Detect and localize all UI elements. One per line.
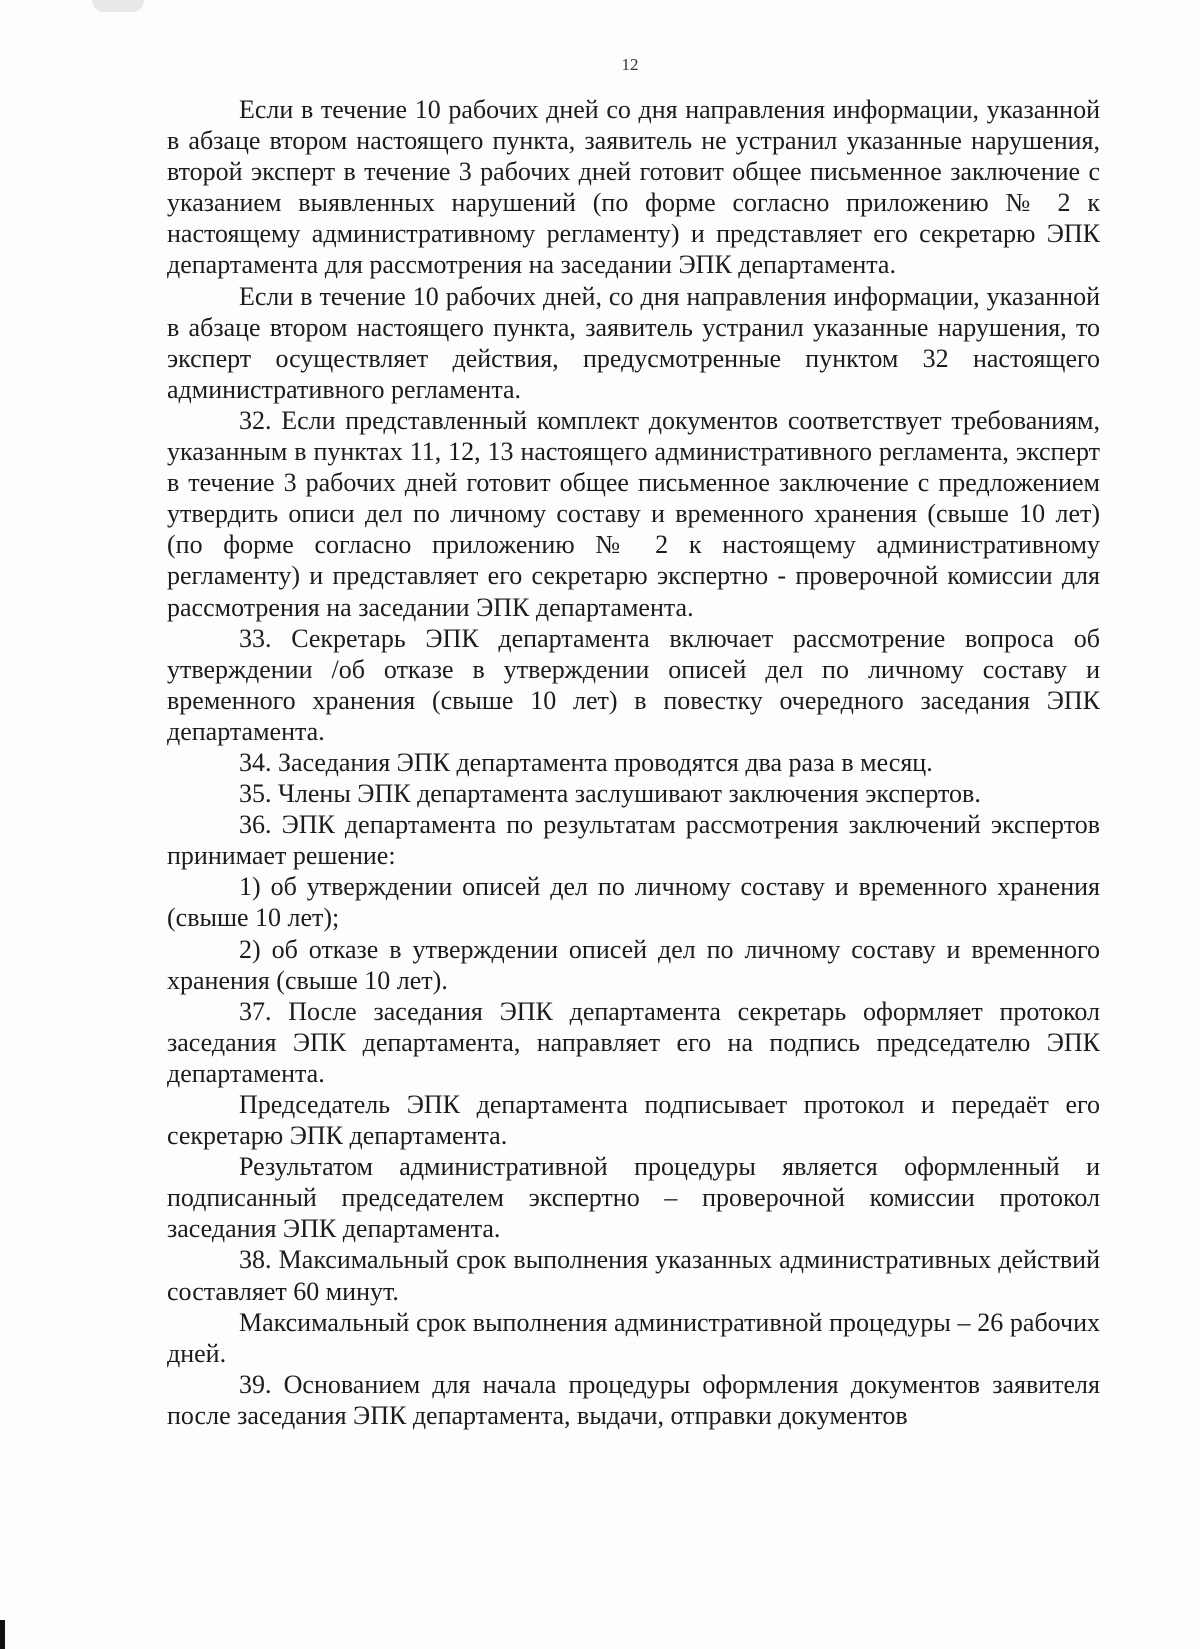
paragraph: 1) об утверждении описей дел по личному составу и временного хранения (свыше 10 лет); [167, 872, 1100, 933]
paragraph: 37. После заседания ЭПК департамента секретарь оформляет протокол заседания ЭПК департамента, направляет его на подпись председателю ЭПК департамента. [167, 996, 1100, 1088]
paragraph: Максимальный срок выполнения административной процедуры – 26 рабочих дней. [167, 1307, 1100, 1368]
document-body [167, 94, 1100, 1431]
paragraph: Если в течение 10 рабочих дней, со дня направления информации, указанной в абзаце втором настоящего пункта, заявитель устранил указанные нарушения, то эксперт осуществляет действия, предусмотренные пунктом 32 настоящего административного регламента. [167, 281, 1100, 404]
paragraph: 36. ЭПК департамента по результатам рассмотрения заключений экспертов принимает решение: [167, 810, 1100, 871]
paragraph: 38. Максимальный срок выполнения указанных административных действий составляет 60 минут. [167, 1245, 1100, 1306]
paragraph: 32. Если представленный комплект документов соответствует требованиям, указанным в пунктах 11, 12, 13 настоящего административного регламента, эксперт в течение 3 рабочих дней готовит общее письменное заключение с предложением утвердить описи дел по личному составу и временного хранения (свыше 10 лет) (по форме согласно приложению № 2 к настоящему административному регламенту) и представляет его секретарю экспертно - проверочной комиссии для рассмотрения на заседании ЭПК департамента. [167, 405, 1100, 622]
scan-edge-mark [0, 1620, 5, 1649]
paragraph: Председатель ЭПК департамента подписывает протокол и передаёт его секретарю ЭПК департамента. [167, 1090, 1100, 1151]
paragraph: 33. Секретарь ЭПК департамента включает рассмотрение вопроса об утверждении /об отказе в утверждении описей дел по личному составу и временного хранения (свыше 10 лет) в повестку очередного заседания ЭПК департамента. [167, 623, 1100, 746]
page-number: 12 [621, 55, 639, 74]
paragraph: 34. Заседания ЭПК департамента проводятся два раза в месяц. [239, 747, 933, 777]
paragraph: Результатом административной процедуры является оформленный и подписанный председателем экспертно – проверочной комиссии протокол заседания ЭПК департамента. [167, 1152, 1100, 1244]
paragraph: 35. Члены ЭПК департамента заслушивают заключения экспертов. [239, 779, 981, 809]
paragraph: 2) об отказе в утверждении описей дел по личному составу и временного хранения (свыше 10 лет). [167, 934, 1100, 995]
paragraph: 39. Основанием для начала процедуры оформления документов заявителя после заседания ЭПК департамента, выдачи, отправки документов [167, 1369, 1100, 1430]
paragraph: Если в течение 10 рабочих дней со дня направления информации, указанной в абзаце втором настоящего пункта, заявитель не устранил указанные нарушения, второй эксперт в течение 3 рабочих дней готовит общее письменное заключение с указанием выявленных нарушений (по форме согласно приложению № 2 к настоящему административному регламенту) и представляет его секретарю ЭПК департамента для рассмотрения на заседании ЭПК департамента. [167, 95, 1100, 280]
scan-artifact [92, 0, 144, 12]
